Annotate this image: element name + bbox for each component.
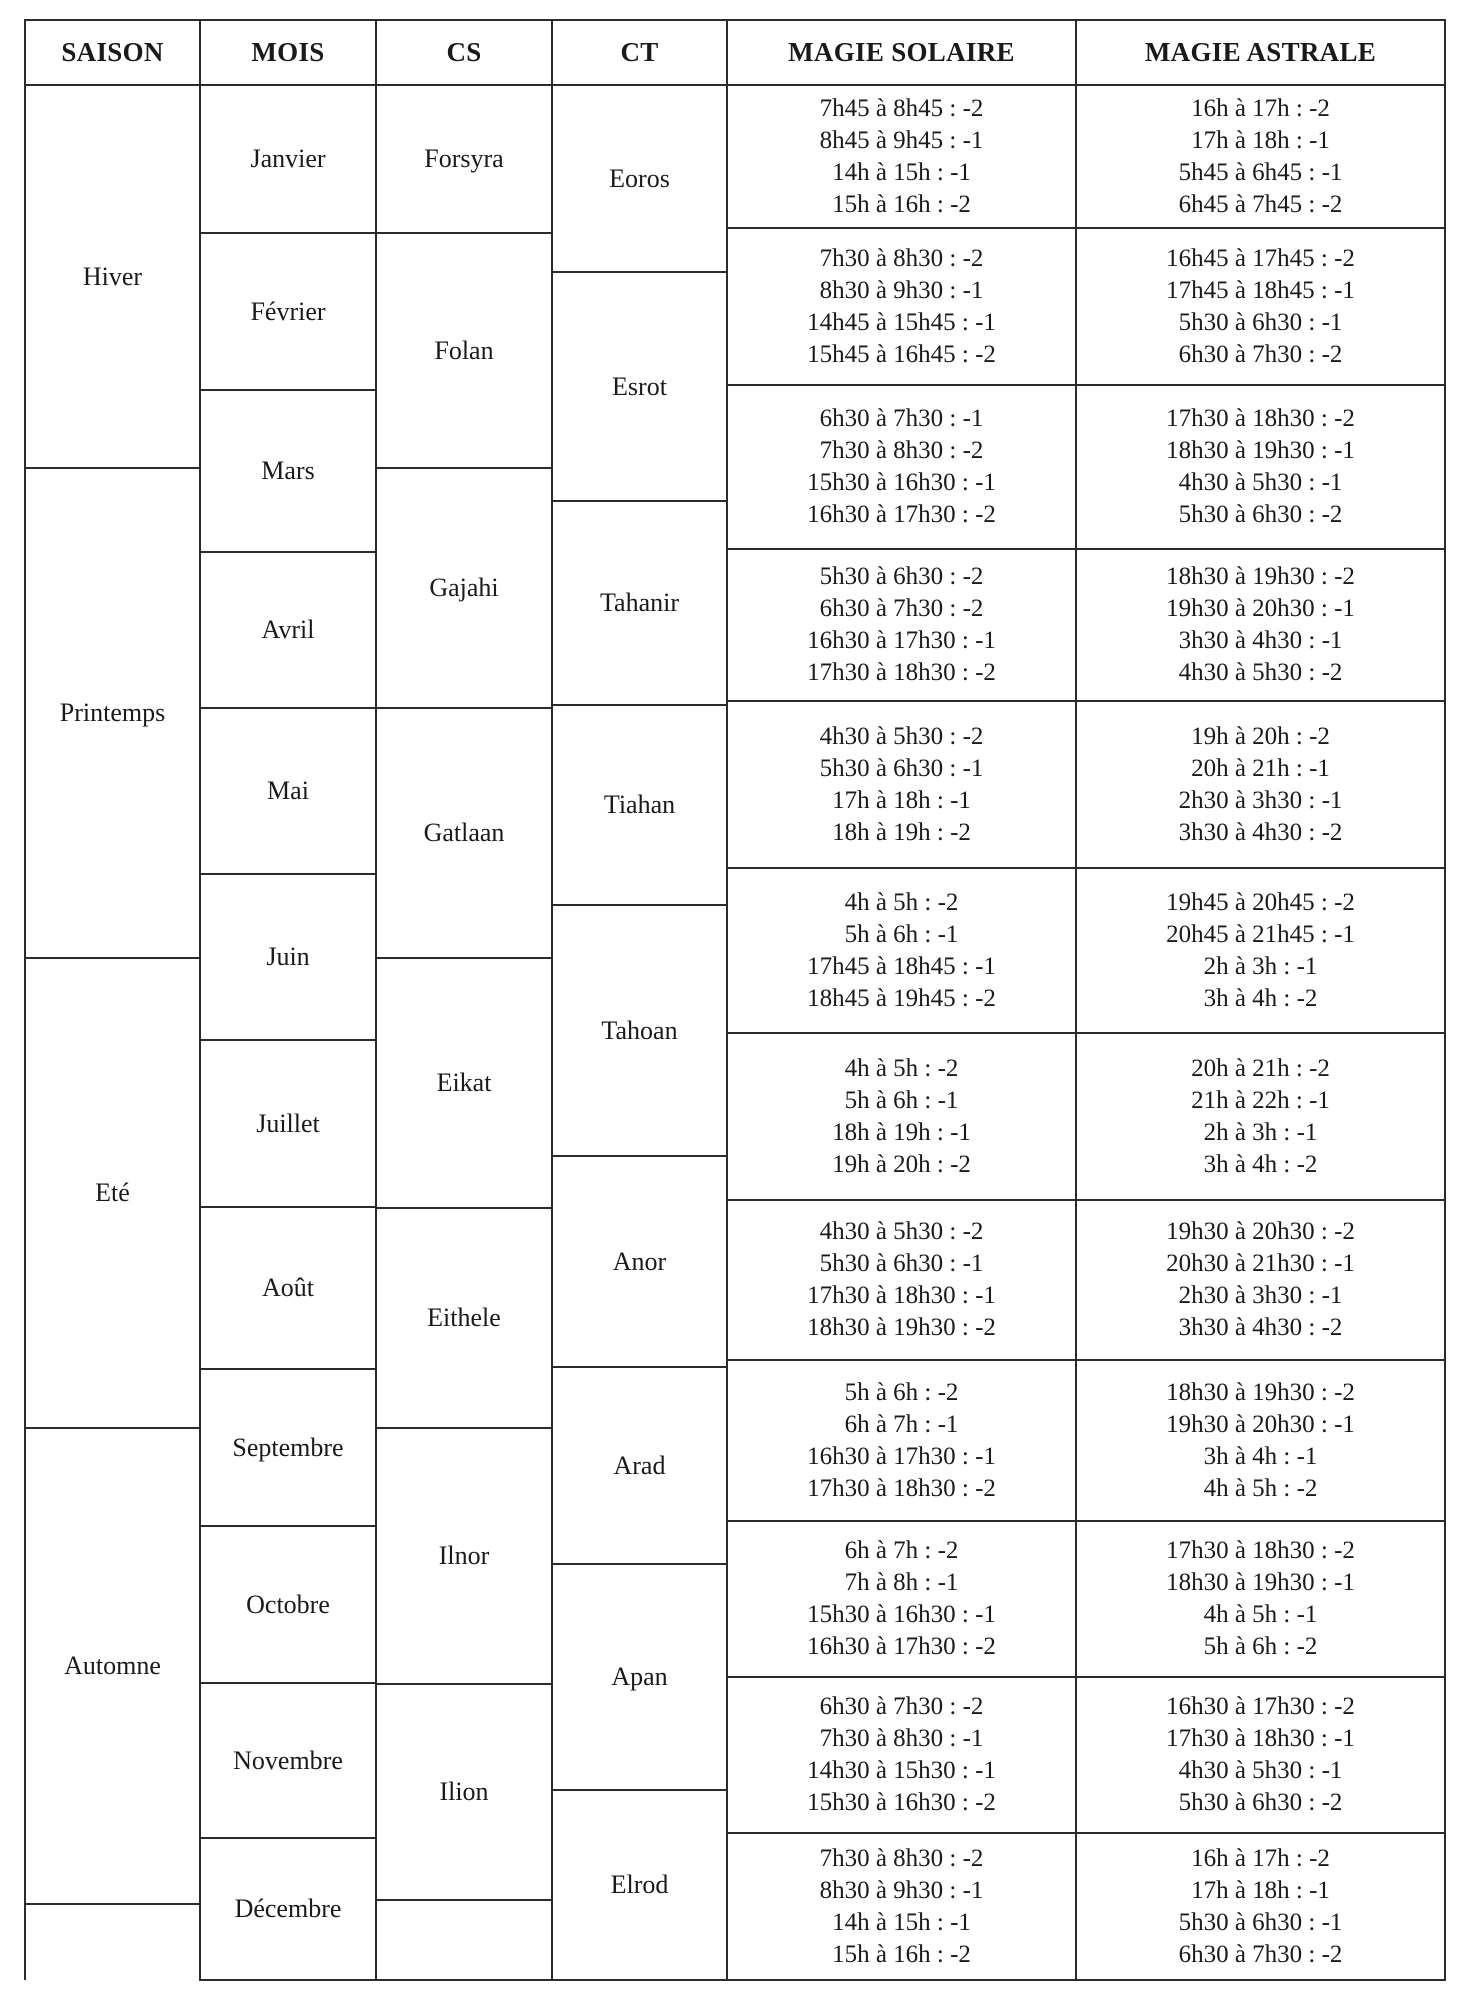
cs-cell: Forsyra — [424, 144, 504, 173]
grid-line — [199, 1837, 376, 1839]
month-cell: Février — [250, 296, 326, 326]
astrale-cell: 17h30 à 18h30 : -2 18h30 à 19h30 : -1 4h à 5h : -1 5h à 6h : -2 — [1166, 1537, 1355, 1660]
grid-line — [24, 1903, 200, 1905]
month-cell: Septembre — [232, 1432, 344, 1462]
cs-cell: Ilnor — [438, 1541, 490, 1570]
month-cell: Juin — [266, 942, 310, 971]
cs-cell: Folan — [434, 335, 494, 365]
grid-line — [726, 20, 728, 1980]
grid-line — [24, 1427, 200, 1429]
season-cell: Automne — [64, 1651, 161, 1680]
grid-line — [375, 232, 552, 234]
grid-line — [726, 548, 1446, 550]
grid-line — [24, 19, 1446, 21]
ct-cell: Elrod — [610, 1870, 669, 1899]
header-cs: CS — [446, 37, 482, 67]
grid-line — [1075, 20, 1077, 1980]
grid-line — [551, 271, 727, 273]
astrale-cell: 20h à 21h : -2 21h à 22h : -1 2h à 3h : -1 3h à 4h : -2 — [1191, 1054, 1330, 1178]
grid-line — [726, 1676, 1446, 1678]
ct-cell: Esrot — [612, 371, 667, 401]
grid-line — [199, 1206, 376, 1208]
grid-line — [726, 1359, 1446, 1361]
ct-cell: Eoros — [609, 163, 670, 193]
astrale-cell: 17h30 à 18h30 : -2 18h30 à 19h30 : -1 4h30 à 5h30 : -1 5h30 à 6h30 : -2 — [1166, 405, 1355, 528]
grid-line — [726, 1832, 1446, 1834]
grid-line — [551, 20, 553, 1980]
grid-line — [726, 1520, 1446, 1522]
grid-line — [199, 1368, 376, 1370]
solaire-cell: 7h30 à 8h30 : -2 8h30 à 9h30 : -1 14h à 15h : -1 15h à 16h : -2 — [819, 1844, 984, 1968]
cs-cell: Ilion — [439, 1777, 489, 1806]
grid-line — [551, 500, 727, 502]
grid-line — [375, 1899, 552, 1901]
grid-line — [551, 704, 727, 706]
grid-line — [199, 389, 376, 391]
grid-line — [551, 1563, 727, 1565]
cs-cell: Eikat — [436, 1068, 492, 1097]
season-cell: Printemps — [59, 698, 166, 727]
season-cell: Hiver — [82, 261, 143, 291]
grid-line — [199, 20, 201, 1980]
grid-line — [726, 867, 1446, 869]
solaire-cell: 7h30 à 8h30 : -2 8h30 à 9h30 : -1 14h45 à 15h45 : -1 15h45 à 16h45 : -2 — [807, 244, 996, 368]
grid-line — [375, 1427, 552, 1429]
astrale-cell: 18h30 à 19h30 : -2 19h30 à 20h30 : -1 3h30 à 4h30 : -1 4h30 à 5h30 : -2 — [1166, 563, 1355, 686]
month-cell: Janvier — [250, 144, 326, 173]
astrale-cell: 19h45 à 20h45 : -2 20h45 à 21h45 : -1 2h à 3h : -1 3h à 4h : -2 — [1166, 888, 1355, 1012]
month-cell: Avril — [261, 615, 315, 644]
grid-line — [375, 707, 552, 709]
header-magie-solaire: MAGIE SOLAIRE — [788, 37, 1015, 67]
solaire-cell: 4h à 5h : -2 5h à 6h : -1 18h à 19h : -1 19h à 20h : -2 — [832, 1054, 971, 1178]
grid-line — [551, 1155, 727, 1157]
solaire-cell: 4h à 5h : -2 5h à 6h : -1 17h45 à 18h45 : -1 18h45 à 19h45 : -2 — [807, 888, 996, 1012]
astrale-cell: 16h30 à 17h30 : -2 17h30 à 18h30 : -1 4h30 à 5h30 : -1 5h30 à 6h30 : -2 — [1166, 1693, 1355, 1816]
cs-cell: Eithele — [427, 1303, 501, 1332]
grid-line — [726, 227, 1446, 229]
grid-line — [726, 384, 1446, 386]
grid-line — [199, 551, 376, 553]
grid-line — [726, 1032, 1446, 1034]
ct-cell: Apan — [611, 1662, 668, 1691]
astrale-cell: 16h45 à 17h45 : -2 17h45 à 18h45 : -1 5h30 à 6h30 : -1 6h30 à 7h30 : -2 — [1166, 244, 1355, 368]
month-cell: Août — [262, 1273, 314, 1302]
grid-line — [551, 904, 727, 906]
grid-line — [199, 232, 376, 234]
solaire-cell: 6h30 à 7h30 : -2 7h30 à 8h30 : -1 14h30 à 15h30 : -1 15h30 à 16h30 : -2 — [807, 1693, 996, 1816]
season-cell: Eté — [95, 1178, 130, 1207]
month-cell: Mars — [261, 456, 315, 485]
astrale-cell: 18h30 à 19h30 : -2 19h30 à 20h30 : -1 3h à 4h : -1 4h à 5h : -2 — [1166, 1378, 1355, 1502]
cs-cell: Gajahi — [429, 573, 499, 602]
ct-cell: Tahanir — [599, 588, 680, 617]
solaire-cell: 6h à 7h : -2 7h à 8h : -1 15h30 à 16h30 : -1 16h30 à 17h30 : -2 — [807, 1537, 996, 1660]
grid-line — [375, 1207, 552, 1209]
grid-line — [375, 467, 552, 469]
header-ct: CT — [620, 37, 659, 67]
month-cell: Mai — [267, 776, 309, 805]
grid-line — [551, 1366, 727, 1368]
header-magie-astrale: MAGIE ASTRALE — [1144, 37, 1377, 67]
astrale-cell: 19h à 20h : -2 20h à 21h : -1 2h30 à 3h30 : -1 3h30 à 4h30 : -2 — [1178, 722, 1343, 846]
grid-line — [199, 1525, 376, 1527]
solaire-cell: 4h30 à 5h30 : -2 5h30 à 6h30 : -1 17h à 18h : -1 18h à 19h : -2 — [819, 722, 984, 846]
header-mois: MOIS — [251, 37, 325, 67]
ct-cell: Anor — [612, 1246, 667, 1276]
grid-line — [726, 700, 1446, 702]
solaire-cell: 5h30 à 6h30 : -2 6h30 à 7h30 : -2 16h30 à 17h30 : -1 17h30 à 18h30 : -2 — [807, 563, 996, 686]
month-cell: Juillet — [256, 1108, 320, 1138]
header-saison: SAISON — [61, 37, 164, 67]
ct-cell: Arad — [613, 1450, 666, 1480]
grid-line — [199, 1979, 1446, 1981]
cs-cell: Gatlaan — [423, 818, 505, 847]
month-cell: Décembre — [234, 1894, 342, 1923]
grid-line — [551, 1789, 727, 1791]
grid-line — [199, 873, 376, 875]
grid-line — [199, 1039, 376, 1041]
grid-line — [24, 84, 1446, 86]
solaire-cell: 4h30 à 5h30 : -2 5h30 à 6h30 : -1 17h30 à 18h30 : -1 18h30 à 19h30 : -2 — [807, 1218, 996, 1341]
ct-cell: Tiahan — [603, 790, 676, 819]
astrale-cell: 16h à 17h : -2 17h à 18h : -1 5h30 à 6h30 : -1 6h30 à 7h30 : -2 — [1178, 1844, 1343, 1968]
astrale-cell: 19h30 à 20h30 : -2 20h30 à 21h30 : -1 2h30 à 3h30 : -1 3h30 à 4h30 : -2 — [1166, 1218, 1355, 1341]
grid-line — [199, 707, 376, 709]
ct-cell: Tahoan — [601, 1015, 678, 1045]
grid-line — [726, 1199, 1446, 1201]
solaire-cell: 6h30 à 7h30 : -1 7h30 à 8h30 : -2 15h30 à 16h30 : -1 16h30 à 17h30 : -2 — [807, 405, 996, 528]
grid-line — [375, 20, 377, 1980]
grid-line — [24, 957, 200, 959]
grid-line — [375, 1683, 552, 1685]
grid-line — [1444, 20, 1446, 1980]
grid-line — [24, 20, 26, 1980]
solaire-cell: 7h45 à 8h45 : -2 8h45 à 9h45 : -1 14h à 15h : -1 15h à 16h : -2 — [819, 94, 984, 218]
grid-line — [375, 957, 552, 959]
month-cell: Octobre — [246, 1589, 330, 1619]
solaire-cell: 5h à 6h : -2 6h à 7h : -1 16h30 à 17h30 : -1 17h30 à 18h30 : -2 — [807, 1378, 996, 1502]
astrale-cell: 16h à 17h : -2 17h à 18h : -1 5h45 à 6h45 : -1 6h45 à 7h45 : -2 — [1178, 94, 1343, 218]
month-cell: Novembre — [233, 1745, 343, 1775]
grid-line — [24, 467, 200, 469]
grid-line — [199, 1682, 376, 1684]
